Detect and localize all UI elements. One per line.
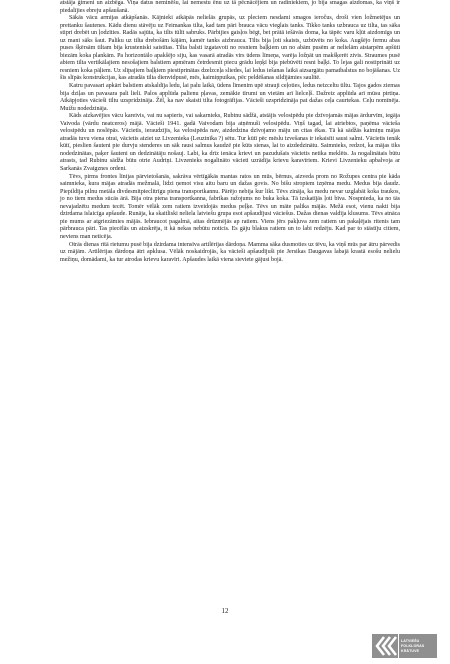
paragraph-4: Kāds aizkavējies vācu kareivis, vai nu sapieris, vai sakarnieks, Rubinu sādžā, atstājis velosipēdu pie dzīvojamās mājas ārdurvīm, iegāja Vaivoda (vārdu neatceros) mājā. Vācieši 1941. gadā Vaivodam bija atņēmuši velosipēdu. Viņš tagad, lai atriebtos, paņēma vācieša velosipēdu un noslēpās. Vācietis, ieraudzījis, ka velosipēda nav, aizdedzina dzīvojamo māju un citas ēkas. Tā kā sādžās kaimiņu mājas atradās tuvu viena otrai, vācietis aiziet uz Livzenieka (Leuzinīka ?) sētu. Tur kūtī pēc mēslu izvešanas ir iekaisīti sausi salmi. Vācietis ienāk kūtī, pieslien šauteni pie durvju stenderes un sāk rausi salmus kaudzē pie kūts sienas, lai to aizdedzinātu. Saimnieks, redzot, ka mājas tiks nodedzinātas, paķer šauteni un dedzinātāju nošauj. Labi, ka drīz ienāca krievi un pazudušais vācietis netika meklēts. Ja nogalinātais būtu atrasts, tad Rubinu sādža būtu otrie Audriņi. Livzenieks nogalināto vācieti uzrādīja krievu karavīriem. Krievi Livzenieku apbalvoja ar Sarkanās Zvaigznes ordeni. [60,113,400,173]
logo-line-1: LATVIEŠU [401,638,420,643]
paragraph-1: atstāja ģimeni un aizbēga. Viņa datus neminēšu, lai nemestu ēnu uz tā pēcnācējiem un radiniekiem, jo bija smagas aizdomas, ka viņš ir piedalījies ebreju apšaušanā. [60,0,400,14]
body-text [60,0,400,264]
logo-text-box [399,634,437,658]
folklore-archive-logo [372,633,438,659]
paragraph-2: Sākās vācu armijas atkāpšanās. Kājnieki atkāpās nelielās grupās, uz pleciem nesdami smagos ieročus, droši vien ložmetējus un prettanku šautenes. Kādu dienu stāvēju uz Feimankas tilta, kad tam pāri brauca vācu vieglais tanks. Tikko tanks uzbrauca uz tilta, tas sāka stipri drebēt un ļodzīties. Radās sajūta, ka tilts tūlīt sabruks. Pārbijies gaisļos bēgt, bet prātā iešāvās doma, ka tāpēc varu kļūt aizdomīgs un uz mani sāks šaut. Paliku uz tilta drebošām kājām, kamēr tanks aizbrauca. Tilts bija ļoti skaists, uzbūvēts no koka. Augšējo fermu abas puses šķērsām tiltam bija krusteniski saistītas. Tilta balsti izgatavoti no resniem baļķiem un no abām pusēm ar nelielām atstarpēm apšūti biezām koka plankām. Pa horizontālo apakšējo siju, kas vasarā atradās virs ūdens līmeņa, varēja ložņāt un makšķerēt zivis. Straumes pusē abiem tilta vertikālajiem nesošajiem balstiem apmēram četrdesmit piecu grādu leņķī bija piebūvēti resni baļķi. To lejas gali nostiprināti uz resniem koka pāļiem. Uz slīpajiem baļķiem piestiprinātas dzelzceļa sliedes, lai ledus iešanas laikā aizsargātu pamatbalstus no bojāšanas. Uz šīs slīpās konstrukcijas, kas atradās tilta dienvidpusē, mēs, kaimiņpuikas, pēc peldēšanas sildījāmies saulītē. [60,15,400,82]
logo-chevrons-icon [372,633,398,659]
logo-line-2: FOLKLORAS [401,643,425,648]
page-number: 12 [221,607,229,615]
logo-line-3: KRĀTUVE [401,648,420,653]
paragraph-6: Otrās dienas rītā rietumu pusē bija dzirdama intensīva artilērijas dārdoņa. Mamma sāka dusmoties uz tēvu, ka viņš mūs par ātru pārvedis uz mājām. Artilērijas dārdoņa ātri apklusa. Vēlāk noskaidrojās, ka vācieši apšaudījuši pie Jersikas Daugavas labajā krastā esošu nelielu mežiņu, domādami, ka tur atrodas krievu karavīri. Apšaudes laikā viena sieviete gājusi bojā. [60,241,400,263]
paragraph-3: Katru pavasari apkārt balstiem atskaldīja ledu, lai palu laikā, ūdens līmenim upē strauji ceļoties, ledus neizceltu tiltu. Tajos gados ziemas bija dziļas un pavasara pali lieli. Palos applūda palienu pļavas, zemākie tīrumi un vietām arī lielceļš. Dažreiz applūda arī mūsu pirtiņa. Atkāpjoties vācieši tiltu uzspridzināja. Žēl, ka nav skaisti tilta fotogrāfijas. Vācieši uzspridzināja pat dažas ceļa caurtekas. Ceļu nomīnēja. Muižu nodedzināja. [60,83,400,112]
paragraph-5: Tēvs, pirms frontes līnijas pārvietošanās, sakrāva vērtīgākās mantas ratos un mūs, bērnus, aizveda prom no Rožupes centra pie kāda saimnieka, kura mājas atradās mežmalā, līdzi ņemot visu aitu baru un dažas govis. No bišu stropiem izņēma medu. Medus bija daudz. Piepildīja pilnu metāla divdesmitpieclitrīgu piena transportkannu. Pārējo nebija kur likt. Tēvs zināja, ka medu nevar uzglabāt koka traukos, jo no tiem medus sūcās ārā. Bija otra piena transportkanna, fabrikas ražojums no buka koka. Tā izskatījās ļoti bīva. Nospnieda, ka no tās nevajadzētu medum tecēt. Tomēr vēlāk zem ratiem izveidojās medus peļķe. Tēvs un māte palika mājās. Mežā esot, vienu nakti bija dzirdama īslaicīga apšaude. Runāja, ka skaitliski neliela latviešu grupa esot apšaudījusi vāciešus. Dažas dienas valdīja klusums. Tēvs atnāca pie mums ar atgriezāmies mājās. Iebraucot pagalmā, aitas drūzmējās ap ratiem. Viens jērs pakļuva zem ratiem un pakaļējais ritenis tam pārbrauca pāri. Tas piecēlās un aizskrēja, it kā nekas nebūtu noticis. Es gāju blakus ratiem un to labi redzēju. Kad par to stāstīju citiem, neviens man neticēja. [60,173,400,240]
